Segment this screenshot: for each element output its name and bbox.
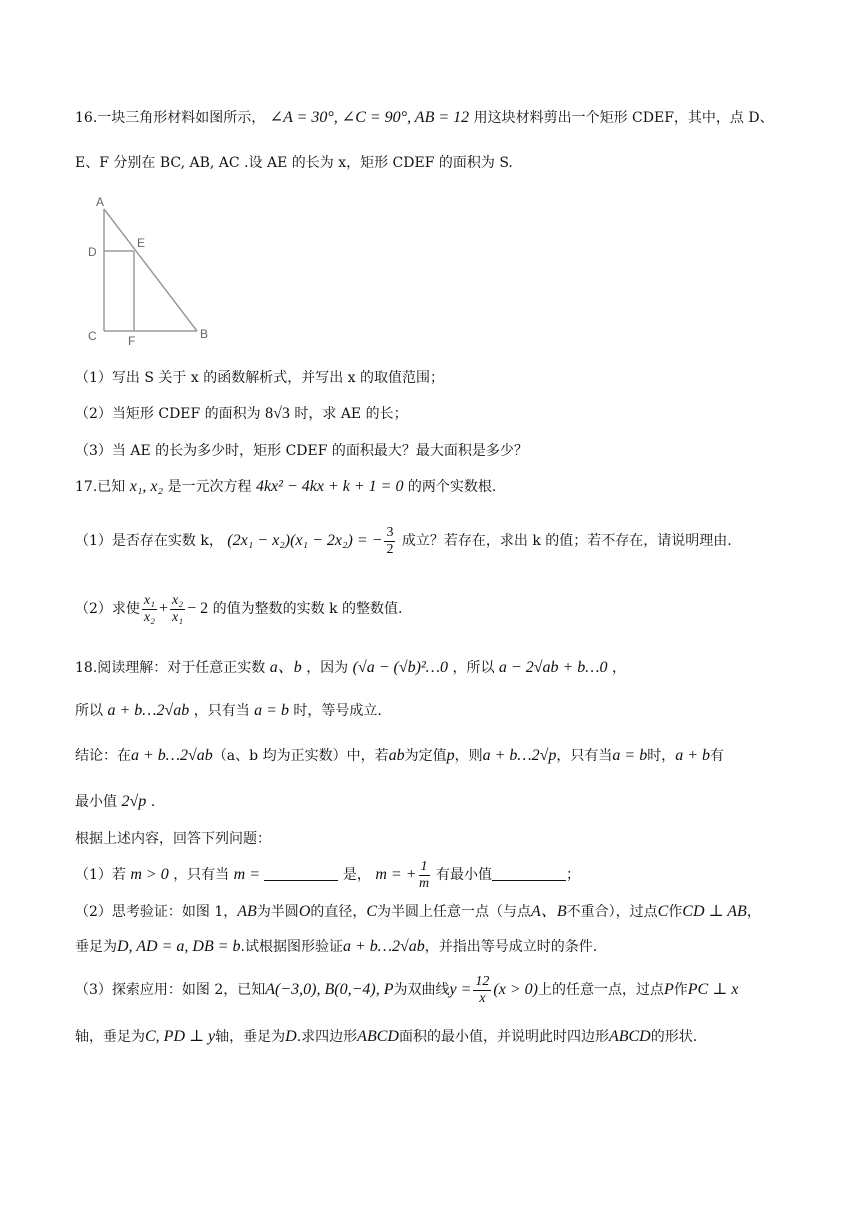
q17-sub2-minus: − 2 [187, 600, 209, 617]
q18-s3-a: （3）探索应用：如图 2，已知 [75, 982, 266, 998]
q17-sub2-frac2 [170, 593, 185, 626]
q16-math-angles: ∠A = 30°, ∠C = 90°, AB = 12 [269, 109, 470, 126]
q18-line2 [75, 701, 382, 721]
q18-s3-m1: A(−3,0), B(0,−4), P [265, 981, 394, 998]
q18-s2-d: 为半圆上任意一点（与点 [377, 904, 532, 920]
q18-s2-b: 为半圆 [256, 904, 299, 920]
q18-s3l2-m1: C, PD ⊥ y [145, 1028, 216, 1045]
q18-s2-e: 不重合），过点 [566, 904, 658, 920]
q18-l1-b: ，因为 [306, 660, 349, 676]
q18-l3-a: 结论：在 [75, 748, 131, 764]
q16-sub2-text-a: （2）当矩形 CDEF 的面积为 [75, 406, 261, 422]
edge-ab [104, 209, 197, 331]
q17-sub1-math: (2x₁ − x₂)(x₁ − 2x₂) = − [227, 532, 383, 549]
q16-line1 [75, 108, 774, 128]
q18-s3-c: 上的任意一点，过点 [537, 982, 664, 998]
q18-s3-b: 为双曲线 [393, 982, 450, 998]
q17-stem-a: 17.已知 [75, 479, 126, 495]
q18-line4 [75, 792, 155, 812]
frac-num: 3 [386, 524, 394, 540]
q17-stem-c: 的两个实数根. [407, 479, 497, 495]
q18-s2-m3: C [366, 903, 378, 920]
q18-l1-a: 18.阅读理解：对于任意正实数 [75, 660, 266, 676]
q18-line3 [75, 746, 724, 766]
q18-sub3-line1 [75, 970, 738, 1010]
q18-s3l2-b: 轴，垂足为 [215, 1029, 286, 1045]
q18-s2l2-a: 垂足为 [75, 939, 117, 955]
q18-l2-b: ，只有当 [193, 703, 250, 719]
q17-sub1 [75, 521, 732, 561]
frac-den: 2 [386, 541, 394, 557]
q17-sub1-a: （1）是否存在实数 k， [75, 533, 223, 549]
frac-num: 1 [420, 858, 428, 874]
q18-l3-b: （a、b 均为正实数）中，若 [212, 748, 389, 764]
q18-l4-a: 最小值 [75, 794, 117, 810]
label-e: E [137, 236, 146, 250]
answer-blank-1[interactable] [264, 866, 338, 881]
q18-s3-m3: (x > 0) [493, 981, 538, 998]
q18-l3-m2: ab [388, 747, 405, 764]
q17-stem-math2: 4kx² − 4kx + k + 1 = 0 [255, 478, 404, 495]
q18-s2-m6: CD ⊥ AB [682, 903, 747, 920]
q18-l3-e: ，只有当 [556, 748, 613, 764]
label-b: B [200, 327, 209, 341]
q18-s3-d: 作 [673, 982, 688, 998]
q18-s3-m5: PC ⊥ x [687, 981, 739, 998]
label-f: F [128, 334, 136, 346]
q18-l1-d: ， [611, 660, 626, 676]
q18-l4-m: 2√p [121, 793, 147, 810]
frac-den: x [479, 990, 486, 1006]
frac-num: x₂ [172, 592, 184, 608]
q18-s2-m2: O [298, 903, 311, 920]
q18-s1-e: ； [565, 867, 580, 883]
q16-line2: E、F 分别在 BC, AB, AC .设 AE 的长为 x，矩形 CDEF 的面积为 S. [75, 155, 513, 171]
q18-s1-b: ，只有当 [173, 867, 230, 883]
q18-s2-m1: AB [237, 903, 257, 920]
q18-l1-c: ，所以 [452, 660, 495, 676]
q18-sub3-line2 [75, 1027, 697, 1047]
q18-s2-m5: C [657, 903, 669, 920]
q18-line5: 根据上述内容，回答下列问题： [75, 831, 271, 847]
q18-s2l2-c: ，并指出等号成立时的条件. [424, 939, 598, 955]
q18-l3-m6: a + b [675, 747, 710, 764]
q18-s1-m2: m = [233, 866, 260, 883]
q18-s1-c: 是， [342, 867, 371, 883]
label-c: C [88, 329, 97, 343]
q18-s1-frac [419, 859, 430, 892]
q18-l3-m4: a + b…2√p [482, 747, 557, 764]
q16-sub2 [75, 404, 408, 424]
q18-s3l2-d: 面积的最小值，并说明此时四边形 [398, 1029, 609, 1045]
q18-l2-m1: a + b…2√ab [107, 702, 190, 719]
q18-line1 [75, 658, 626, 678]
q18-s1-a: （1）若 [75, 867, 126, 883]
q18-l1-m2: (√a − (√b)²…0 [352, 659, 449, 676]
q17-sub2-b: 的值为整数的实数 k 的整数值. [212, 601, 403, 617]
q18-s2-g: ， [746, 904, 761, 920]
frac-den: m [418, 875, 430, 891]
q16-sub3: （3）当 AE 的长为多少时，矩形 CDEF 的面积最大？最大面积是多少？ [75, 443, 528, 459]
q18-s2-m4: A、B [531, 903, 567, 920]
q18-s3l2-m4: ABCD [608, 1028, 651, 1045]
frac-num: 12 [475, 973, 490, 989]
q18-s1-d: 有最小值 [435, 867, 492, 883]
q17-stem-b: 是一元次方程 [167, 479, 252, 495]
q18-s3l2-m2: D [285, 1028, 297, 1045]
q18-l3-g: 有 [709, 748, 724, 764]
q18-s3l2-e: 的形状. [650, 1029, 698, 1045]
q16-triangle-figure [84, 194, 214, 346]
q18-l3-f: 时， [647, 748, 676, 764]
q16-sub2-math: 8√3 [265, 405, 290, 422]
q18-l2-c: 时，等号成立. [293, 703, 382, 719]
q16-text-a: 16.一块三角形材料如图所示， [75, 110, 266, 126]
q18-s1-m1: m > 0 [130, 866, 169, 883]
q18-s2l2-m2: a + b…2√ab [342, 938, 425, 955]
q18-sub2-line2 [75, 937, 597, 957]
frac-num: x₁ [143, 592, 156, 608]
q18-s2-a: （2）思考验证：如图 1， [75, 904, 238, 920]
label-a: A [96, 195, 105, 209]
q18-s2l2-b: .试根据图形验证 [240, 939, 343, 955]
q16-text-b: 用这块材料剪出一个矩形 CDEF，其中，点 D、 [473, 110, 774, 126]
q18-sub1 [75, 855, 580, 895]
q17-sub2 [75, 589, 402, 629]
q18-l1-m1: a、b [269, 659, 302, 676]
q18-s3l2-m3: ABCD [357, 1028, 399, 1045]
q18-l3-d: ，则 [454, 748, 483, 764]
q16-sub1: （1）写出 S 关于 x 的函数解析式，并写出 x 的取值范围； [75, 370, 444, 386]
q17-sub1-b: 成立？若存在，求出 k 的值；若不存在，请说明理由. [401, 533, 732, 549]
frac-den: x₂ [143, 609, 156, 625]
q18-s1-m3: m = + [375, 866, 417, 883]
q18-s3l2-c: .求四边形 [296, 1029, 358, 1045]
q18-l2-a: 所以 [75, 703, 103, 719]
q18-l3-m5: a = b [612, 747, 648, 764]
q18-l3-m3: p [446, 747, 455, 764]
q17-stem [75, 477, 496, 497]
q17-sub2-plus: + [159, 600, 169, 617]
q16-sub2-text-b: 时，求 AE 的长； [294, 406, 408, 422]
q18-l3-m1: a + b…2√ab [131, 747, 213, 764]
q18-l2-m2: a = b [254, 702, 289, 719]
q18-s2-c: 的直径， [310, 904, 367, 920]
answer-blank-2[interactable] [492, 866, 566, 881]
q18-s3l2-a: 轴，垂足为 [75, 1029, 145, 1045]
q17-sub1-frac [384, 525, 395, 558]
q18-s2l2-m1: D, AD = a, DB = b [117, 938, 241, 955]
q18-l4-b: . [150, 794, 156, 810]
q18-s3-m2: y = [449, 981, 472, 998]
q18-s2-f: 作 [668, 904, 683, 920]
q18-sub2-line1 [75, 902, 761, 922]
q17-sub2-a: （2）求使 [75, 601, 140, 617]
q18-l3-c: 为定值 [404, 748, 447, 764]
q18-s3-m4: P [663, 981, 674, 998]
q18-s3-frac [473, 974, 491, 1007]
q17-stem-math1: x₁, x₂ [129, 478, 164, 495]
label-d: D [88, 245, 97, 259]
q17-sub2-frac1 [142, 593, 157, 626]
q18-l1-m3: a − 2√ab + b…0 [498, 659, 608, 676]
frac-den: x₁ [172, 609, 184, 625]
